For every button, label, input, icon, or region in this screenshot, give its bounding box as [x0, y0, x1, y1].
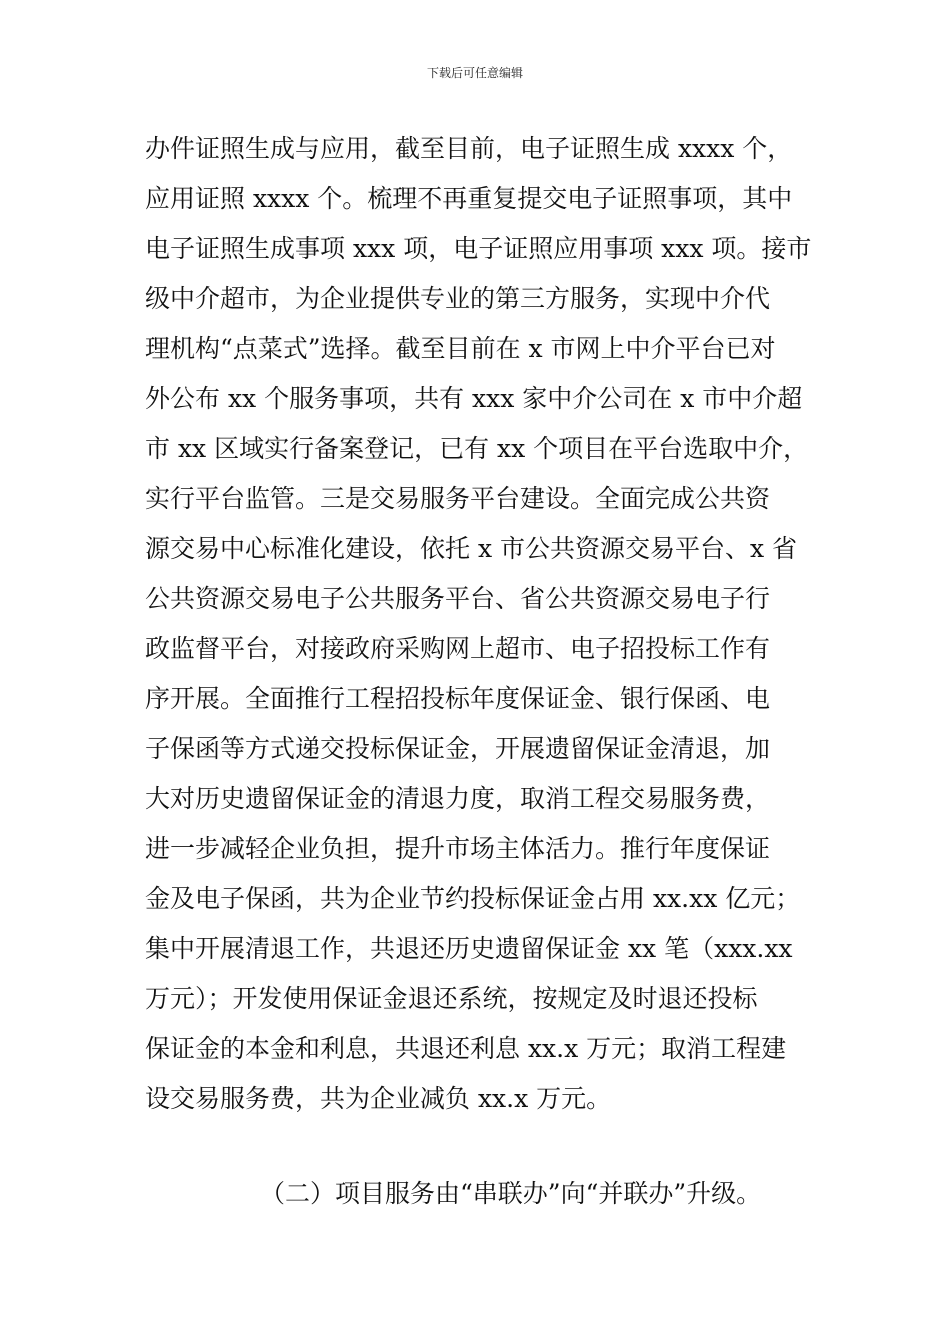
text-line: 市 xx 区域实行备案登记，已有 xx 个项目在平台选取中介，	[145, 434, 809, 463]
text-line: 源交易中心标准化建设，依托 x 市公共资源交易平台、x 省	[145, 534, 798, 563]
text-line: 保证金的本金和利息，共退还利息 xx.x 万元；取消工程建	[145, 1034, 787, 1063]
text-line: 政监督平台，对接政府采购网上超市、电子招投标工作有	[145, 634, 771, 663]
text-line: 电子证照生成事项 xxx 项，电子证照应用事项 xxx 项。接市	[145, 234, 812, 263]
text-line: 进一步减轻企业负担，提升市场主体活力。推行年度保证	[145, 834, 771, 863]
text-line: 实行平台监管。三是交易服务平台建设。全面完成公共资	[145, 484, 771, 513]
section-heading: （二）项目服务由“串联办”向“并联办”升级。	[260, 1179, 762, 1208]
text-line: 序开展。全面推行工程招投标年度保证金、银行保函、电	[145, 684, 771, 713]
body-paragraph	[145, 130, 815, 1130]
text-line: 理机构“点菜式”选择。截至目前在 x 市网上中介平台已对	[145, 334, 776, 363]
text-line: 办件证照生成与应用，截至目前，电子证照生成 xxxx 个，	[145, 134, 793, 163]
text-line: 万元）；开发使用保证金退还系统，按规定及时退还投标	[145, 984, 758, 1013]
text-line: 金及电子保函，共为企业节约投标保证金占用 xx.xx 亿元；	[145, 884, 801, 913]
text-line: 设交易服务费，共为企业减负 xx.x 万元。	[145, 1084, 612, 1113]
text-line: 外公布 xx 个服务事项，共有 xxx 家中介公司在 x 市中介超	[145, 384, 803, 413]
text-line: 集中开展清退工作，共退还历史遗留保证金 xx 笔（xxx.xx	[145, 934, 793, 963]
page-header: 下载后可任意编辑	[426, 66, 523, 80]
text-line: 子保函等方式递交投标保证金，开展遗留保证金清退，加	[145, 734, 771, 763]
text-line: 级中介超市，为企业提供专业的第三方服务，实现中介代	[145, 284, 771, 313]
text-line: 大对历史遗留保证金的清退力度，取消工程交易服务费，	[145, 784, 771, 813]
text-line: 应用证照 xxxx 个。梳理不再重复提交电子证照事项，其中	[145, 184, 793, 213]
text-line: 公共资源交易电子公共服务平台、省公共资源交易电子行	[145, 584, 771, 613]
